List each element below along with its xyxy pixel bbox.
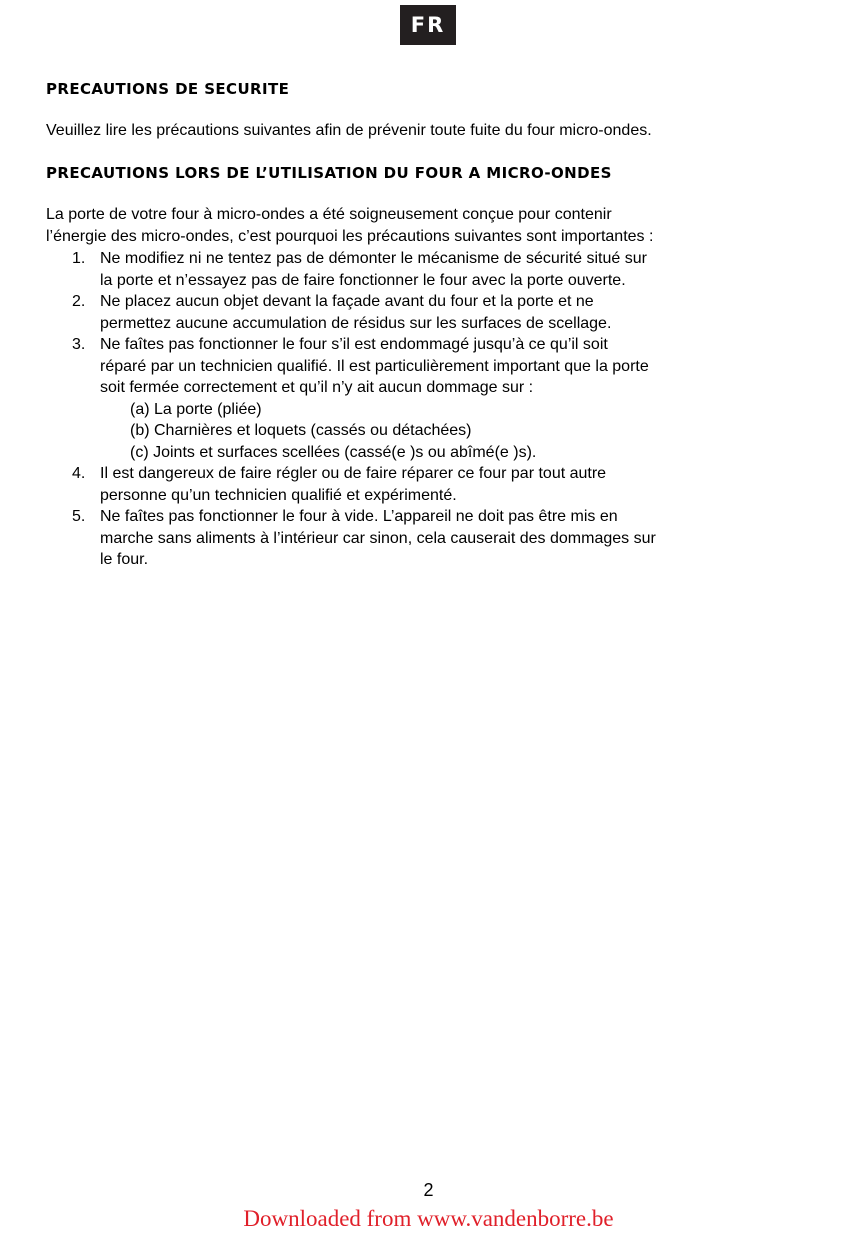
list-line: Ne placez aucun objet devant la façade avant du four et la porte et ne: [100, 293, 594, 310]
body-paragraph: [46, 204, 786, 248]
list-item: [46, 334, 786, 463]
list-item: [46, 248, 786, 291]
sub-item: (c) Joints et surfaces scellées (cassé(e )s ou abîmé(e )s).: [130, 443, 537, 461]
list-line: réparé par un technicien qualifié. Il est particulièrement important que la porte: [100, 357, 649, 375]
page-number: 2: [423, 1180, 434, 1200]
intro-paragraph: Veuillez lire les précautions suivantes afin de prévenir toute fuite du four micro-ondes.: [46, 122, 652, 139]
precautions-list: [46, 248, 786, 571]
list-line: soit fermée correctement et qu’il n’y ait aucun dommage sur :: [100, 379, 534, 396]
list-number: 5.: [72, 508, 86, 525]
list-number: 2.: [72, 293, 86, 310]
sub-item: (a) La porte (pliée): [130, 400, 262, 418]
download-source-footer: Downloaded from www.vandenborre.be: [243, 1206, 614, 1231]
list-line: le four.: [100, 551, 149, 568]
body-line: l’énergie des micro-ondes, c’est pourquoi les précautions suivantes sont importantes :: [46, 228, 654, 245]
document-content: [46, 78, 786, 571]
section-heading-usage: PRECAUTIONS LORS DE L’UTILISATION DU FOUR A MICRO-ONDES: [46, 164, 612, 182]
list-number: 4.: [72, 465, 86, 482]
list-item: [46, 291, 786, 334]
list-line: permettez aucune accumulation de résidus sur les surfaces de scellage.: [100, 314, 612, 332]
body-line: La porte de votre four à micro-ondes a été soigneusement conçue pour contenir: [46, 206, 612, 223]
list-line: la porte et n’essayez pas de faire fonctionner le four avec la porte ouverte.: [100, 271, 626, 289]
section-heading-safety: PRECAUTIONS DE SECURITE: [46, 80, 290, 98]
list-line: personne qu’un technicien qualifié et expérimenté.: [100, 486, 457, 504]
list-number: 1.: [72, 250, 86, 267]
list-item: [46, 463, 786, 506]
list-line: marche sans aliments à l’intérieur car sinon, cela causerait des dommages sur: [100, 529, 656, 547]
list-item: [46, 506, 786, 571]
list-line: Ne faîtes pas fonctionner le four s’il est endommagé jusqu’à ce qu’il soit: [100, 336, 608, 353]
list-number: 3.: [72, 336, 86, 353]
list-line: Ne modifiez ni ne tentez pas de démonter le mécanisme de sécurité situé sur: [100, 250, 647, 267]
list-line: Il est dangereux de faire régler ou de faire réparer ce four par tout autre: [100, 465, 607, 482]
sub-item: (b) Charnières et loquets (cassés ou détachées): [130, 422, 472, 439]
list-line: Ne faîtes pas fonctionner le four à vide. L’appareil ne doit pas être mis en: [100, 508, 618, 525]
language-badge: FR: [400, 5, 456, 45]
